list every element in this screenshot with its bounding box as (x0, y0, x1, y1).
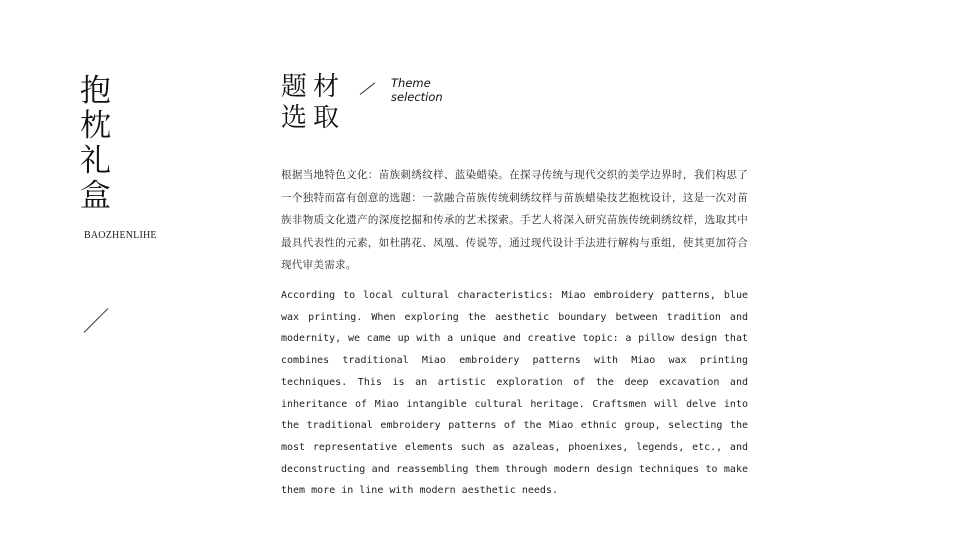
vertical-title: 抱枕礼盒 (80, 73, 111, 214)
section-heading-cn (281, 72, 351, 134)
section-heading-cn-line2: 选取 (281, 103, 346, 133)
heading-slash-divider (360, 82, 376, 94)
paragraph-english: According to local cultural characteristics: Miao embroidery patterns, blue wax printing. When exploring the aesthetic boundary between tradition and modernity, we came up with a unique and creative topic: a pillow design that combines traditional Miao embroidery patterns with Miao wax printing techniques. This is an artistic exploration of the deep excavation and inheritance of Miao intangible cultural heritage. Craftsmen will delve into the traditional embroidery patterns of the Miao ethnic group, selecting the most representative elements such as azaleas, phoenixes, legends, etc., and deconstructing and reassembling them through modern design techniques to make them more in line with modern aesthetic needs. (281, 290, 748, 497)
section-heading-en-line2: selection (391, 90, 443, 104)
section-heading-en (391, 76, 443, 104)
decorative-slash-line (84, 308, 109, 333)
section-heading-cn-line1: 题材 (281, 72, 346, 102)
section-heading-en-line1: Theme (391, 76, 431, 90)
title-pinyin: BAOZHENLIHE (84, 230, 157, 241)
paragraph-chinese: 根据当地特色文化：苗族刺绣纹样、蓝染蜡染。在探寻传统与现代交织的美学边界时，我们构思了一个独特而富有创意的选题：一款融合苗族传统刺绣纹样与苗族蜡染技艺抱枕设计，这是一次对苗族非物质文化遗产的深度挖掘和传承的艺术探索。手艺人将深入研究苗族传统刺绣纹样，选取其中最具代表性的元素，如杜鹃花、凤凰、传说等，通过现代设计手法进行解构与重组，使其更加符合现代审美需求。 (281, 169, 748, 271)
